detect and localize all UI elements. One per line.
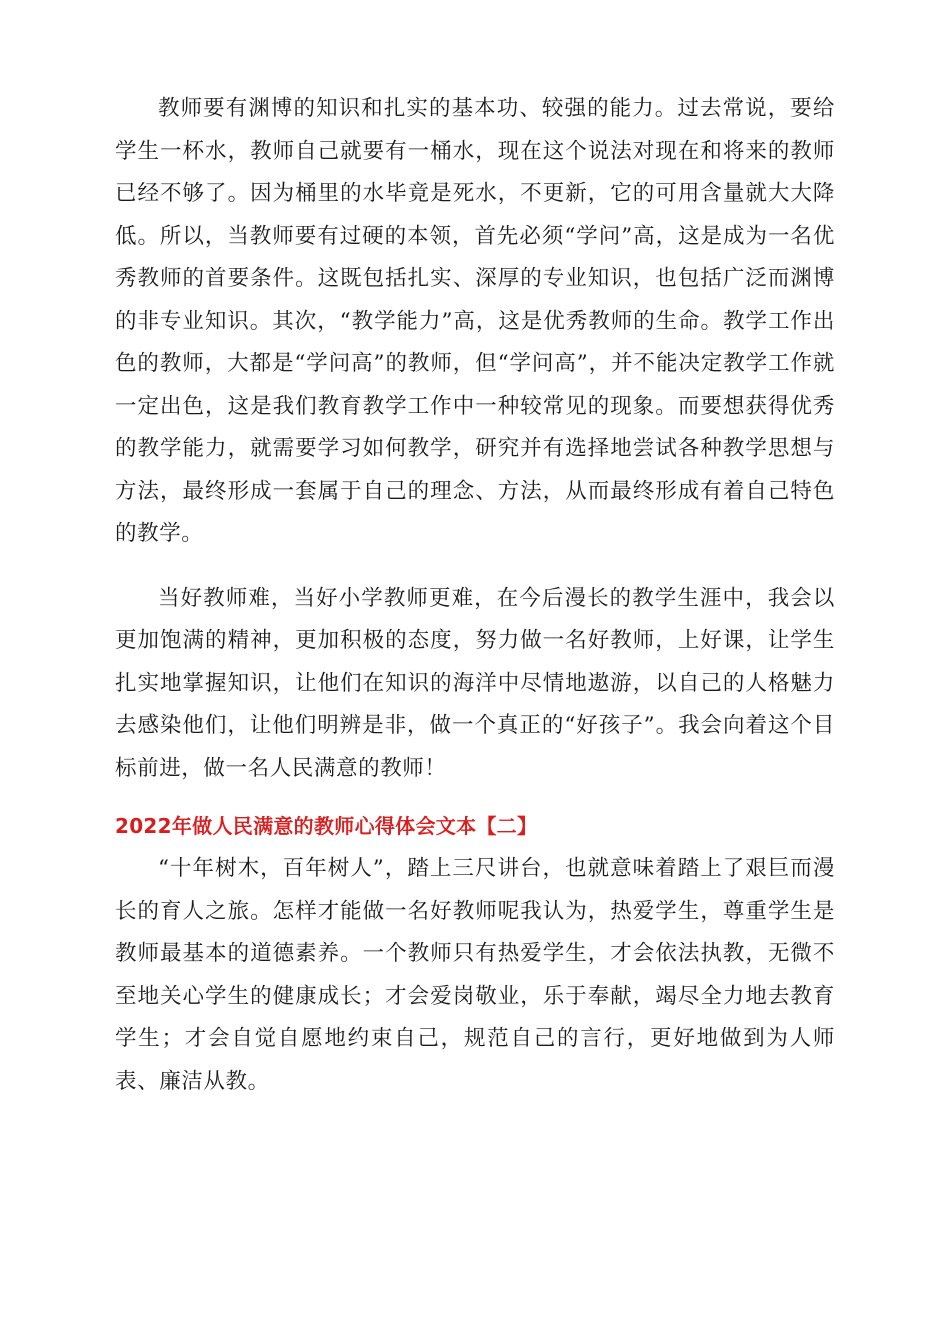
document-body xyxy=(115,88,835,1103)
section-heading: 2022年做人民满意的教师心得体会文本【二】 xyxy=(115,814,538,838)
paragraph-love-students: “十年树木，百年树人”，踏上三尺讲台，也就意味着踏上了艰巨而漫长的育人之旅。怎样才能做一名好教师呢我认为，热爱学生，尊重学生是教师最基本的道德素养。一个教师只有热爱学生，才会依法执教，无微不至地关心学生的健康成长；才会爱岗敬业，乐于奉献，竭尽全力地去教育学生；才会自觉自愿地约束自己，规范自己的言行，更好地做到为人师表、廉洁从教。 xyxy=(115,856,835,1094)
paragraph-teacher-knowledge: 教师要有渊博的知识和扎实的基本功、较强的能力。过去常说，要给学生一杯水，教师自己就要有一桶水，现在这个说法对现在和将来的教师已经不够了。因为桶里的水毕竟是死水，不更新，它的可用含量就大大降低。所以，当教师要有过硬的本领，首先必须“学问”高，这是成为一名优秀教师的首要条件。这既包括扎实、深厚的专业知识，也包括广泛而渊博的非专业知识。其次，“教学能力”高，这是优秀教师的生命。教学工作出色的教师，大都是“学问高”的教师，但“学问高”，并不能决定教学工作就一定出色，这是我们教育教学工作中一种较常见的现象。而要想获得优秀的教学能力，就需要学习如何教学，研究并有选择地尝试各种教学思想与方法，最终形成一套属于自己的理念、方法，从而最终形成有着自己特色的教学。 xyxy=(115,96,835,546)
paragraph-teacher-commitment: 当好教师难，当好小学教师更难，在今后漫长的教学生涯中，我会以更加饱满的精神，更加积极的态度，努力做一名好教师，上好课，让学生扎实地掌握知识，让他们在知识的海洋中尽情地遨游，以自己的人格魅力去感染他们，让他们明辨是非，做一个真正的“好孩子”。我会向着这个目标前进，做一名人民满意的教师！ xyxy=(115,585,835,781)
